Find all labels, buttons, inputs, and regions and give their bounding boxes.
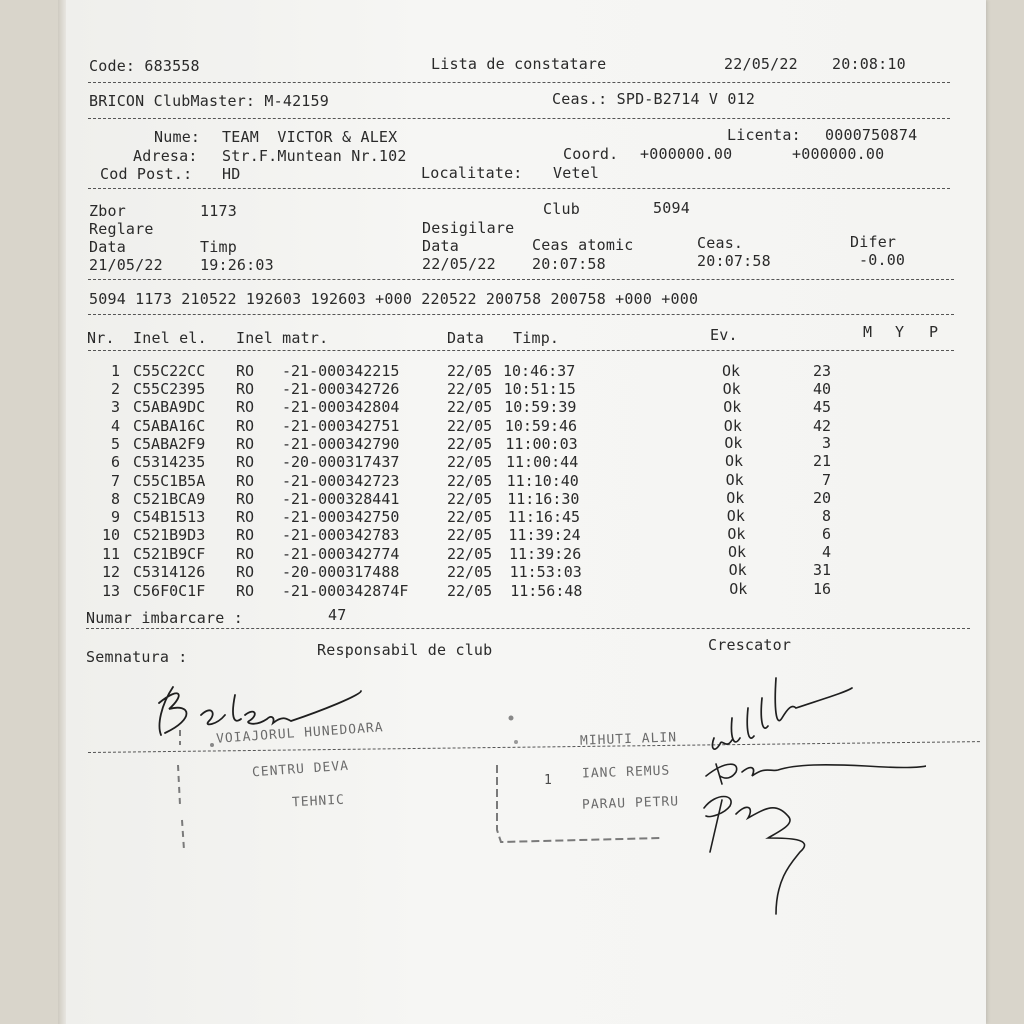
col-nr: Nr. [87, 329, 115, 347]
cell-n: 21 [812, 452, 831, 470]
cell-date: 22/05 [447, 582, 493, 600]
desigilare-label: Desigilare [422, 219, 515, 237]
reglare-date: 21/05/22 [89, 256, 163, 274]
cell-nr: 3 [110, 398, 120, 416]
desigilare-clock: 20:07:58 [697, 252, 771, 270]
document-title: Lista de constatare [431, 55, 607, 73]
col-m: M [863, 323, 873, 341]
divider [88, 118, 950, 119]
cell-nr: 2 [110, 380, 120, 398]
cell-cc: RO [236, 472, 255, 490]
cell-n: 16 [812, 580, 831, 598]
cell-el: C5ABA9DC [133, 398, 206, 416]
cell-matr: -21-000328441 [282, 490, 400, 508]
col-ev: Ev. [710, 326, 738, 344]
stamp-border [491, 710, 691, 850]
cell-date: 22/05 [447, 362, 493, 380]
cell-matr: -21-000342723 [282, 472, 400, 490]
cell-date: 22/05 [447, 435, 493, 453]
cell-ev: Ok [728, 561, 747, 579]
cell-el: C55C1B5A [133, 472, 206, 490]
zbor-label: Zbor [89, 202, 126, 220]
table-row [66, 380, 966, 398]
cell-el: C55C22CC [133, 362, 206, 380]
cell-ev: Ok [723, 398, 742, 416]
owner-name: TEAM VICTOR & ALEX [222, 128, 398, 146]
cell-matr: -21-000342726 [282, 380, 400, 398]
table-row [66, 582, 966, 600]
cell-date: 22/05 [447, 508, 493, 526]
total-value: 47 [328, 606, 347, 624]
data-label: Data [89, 238, 126, 256]
cell-n: 8 [821, 507, 831, 525]
locality-label: Localitate: [421, 164, 523, 182]
cell-cc: RO [236, 563, 255, 581]
col-timp: Timp. [513, 329, 560, 347]
signature-label: Semnatura : [86, 648, 188, 666]
cell-ev: Ok [727, 525, 746, 543]
table-row [66, 526, 966, 544]
cell-n: 23 [812, 362, 831, 380]
col-y: Y [895, 323, 905, 341]
cell-matr: -21-000342790 [282, 435, 400, 453]
divider [88, 314, 954, 315]
cell-n: 4 [821, 543, 831, 561]
cell-el: C5314126 [133, 563, 206, 581]
stamp-line: PARAU PETRU [581, 794, 680, 813]
cell-cc: RO [236, 490, 255, 508]
stamp-line: IANC REMUS [581, 763, 671, 782]
ceas-atomic-label: Ceas atomic [532, 236, 634, 254]
breeder-signatures [696, 668, 926, 918]
cell-el: C521B9D3 [133, 526, 206, 544]
cell-ev: Ok [726, 507, 745, 525]
table-row [66, 508, 966, 526]
cell-matr: -21-000342750 [282, 508, 400, 526]
cell-el: C56F0C1F [133, 582, 206, 600]
cell-cc: RO [236, 417, 255, 435]
cell-n: 45 [812, 398, 831, 416]
cell-nr: 6 [110, 453, 120, 471]
cell-cc: RO [236, 362, 255, 380]
cell-nr: 12 [101, 563, 120, 581]
name-label: Nume: [154, 128, 201, 146]
cell-time: 11:16:30 [507, 490, 580, 508]
cell-el: C5ABA16C [133, 417, 206, 435]
total-label: Numar imbarcare : [86, 609, 243, 627]
cell-ev: Ok [729, 580, 748, 598]
coord-y: +000000.00 [792, 145, 885, 163]
cell-nr: 4 [110, 417, 120, 435]
cell-matr: -21-000342215 [282, 362, 400, 380]
club-value: 5094 [653, 199, 690, 217]
club-responsible-label: Responsabil de club [317, 641, 493, 659]
cell-time: 10:59:46 [504, 417, 578, 435]
cell-matr: -21-000342804 [282, 398, 400, 416]
cell-el: C521B9CF [133, 545, 206, 563]
divider [86, 628, 970, 629]
cell-n: 6 [821, 525, 831, 543]
stamp-number: 1 [544, 773, 553, 788]
zbor-value: 1173 [200, 202, 237, 220]
cell-ev: Ok [726, 489, 745, 507]
stamp-line: TEHNIC [291, 792, 346, 811]
cell-ev: Ok [728, 543, 747, 561]
col-data: Data [447, 329, 484, 347]
cell-time: 11:56:48 [510, 582, 583, 600]
club-signature [151, 675, 371, 750]
col-inel-el: Inel el. [133, 329, 207, 347]
cell-nr: 9 [110, 508, 120, 526]
cell-nr: 5 [110, 435, 120, 453]
license-label: Licenta: [727, 126, 801, 144]
postcode-value: HD [222, 165, 241, 183]
cell-el: C521BCA9 [133, 490, 206, 508]
cell-cc: RO [236, 508, 255, 526]
table-row [66, 545, 966, 563]
cell-date: 22/05 [447, 490, 493, 508]
cell-date: 22/05 [447, 398, 493, 416]
cell-ev: Ok [725, 452, 744, 470]
cell-time: 11:10:40 [506, 472, 579, 490]
cell-nr: 10 [101, 526, 120, 544]
cell-el: C55C2395 [133, 380, 206, 398]
cell-ev: Ok [722, 362, 741, 380]
cell-el: C5314235 [133, 453, 206, 471]
cell-nr: 1 [110, 362, 120, 380]
print-date: 22/05/22 [724, 55, 798, 73]
cell-cc: RO [236, 453, 255, 471]
cell-time: 11:00:44 [506, 453, 579, 471]
cell-matr: -21-000342774 [282, 545, 400, 563]
table-row [66, 472, 966, 490]
address-label: Adresa: [133, 147, 198, 165]
clock-text: Ceas.: SPD-B2714 V 012 [552, 90, 756, 108]
print-time: 20:08:10 [832, 55, 906, 73]
cell-matr: -20-000317488 [282, 563, 400, 581]
address-value: Str.F.Muntean Nr.102 [222, 147, 407, 165]
cell-matr: -21-000342751 [282, 417, 400, 435]
cell-ev: Ok [723, 417, 742, 435]
cell-n: 3 [821, 434, 831, 452]
cell-matr: -20-000317437 [282, 453, 400, 471]
cell-cc: RO [236, 435, 255, 453]
license-value: 0000750874 [825, 126, 918, 144]
club-label: Club [543, 200, 580, 218]
divider [88, 188, 950, 189]
cell-el: C5ABA2F9 [133, 435, 206, 453]
cell-n: 40 [812, 380, 831, 398]
coord-label: Coord. [563, 145, 619, 163]
cell-time: 11:00:03 [505, 435, 578, 453]
cell-date: 22/05 [447, 453, 493, 471]
cell-n: 20 [812, 489, 831, 507]
cell-time: 11:53:03 [509, 563, 582, 581]
divider [88, 82, 950, 83]
cell-time: 11:39:26 [509, 545, 582, 563]
cell-ev: Ok [724, 434, 743, 452]
col-inel-matr: Inel matr. [236, 329, 329, 347]
cell-date: 22/05 [447, 563, 493, 581]
cell-time: 10:51:15 [503, 380, 576, 398]
difer-value: -0.00 [859, 251, 906, 269]
cell-cc: RO [236, 526, 255, 544]
col-p: P [929, 323, 939, 341]
reglare-time: 19:26:03 [200, 256, 274, 274]
timp-label: Timp [200, 238, 237, 256]
stamp-line: VOIAJORUL HUNEDOARA [215, 720, 385, 747]
cell-date: 22/05 [447, 526, 493, 544]
table-row [66, 453, 966, 471]
cell-time: 11:16:45 [507, 508, 581, 526]
cell-cc: RO [236, 380, 255, 398]
stamp-line: CENTRU DEVA [251, 758, 350, 781]
reglare-label: Reglare [89, 220, 154, 238]
stamp-line: MIHUTI ALIN [579, 730, 678, 749]
cell-nr: 7 [110, 472, 120, 490]
coord-x: +000000.00 [640, 145, 733, 163]
paper-sheet [66, 0, 986, 1024]
cell-n: 31 [812, 561, 831, 579]
desigilare-date: 22/05/22 [422, 255, 496, 273]
device-text: BRICON ClubMaster: M-42159 [89, 92, 329, 110]
cell-el: C54B1513 [133, 508, 206, 526]
cell-n: 42 [812, 417, 831, 435]
code-text: Code: 683558 [89, 57, 200, 75]
table-row [66, 490, 966, 508]
table-row [66, 563, 966, 581]
cell-date: 22/05 [447, 380, 493, 398]
cell-nr: 13 [101, 582, 120, 600]
cell-cc: RO [236, 398, 255, 416]
cell-cc: RO [236, 545, 255, 563]
cell-n: 7 [821, 471, 831, 489]
cell-ev: Ok [725, 471, 744, 489]
cell-nr: 8 [110, 490, 120, 508]
locality-value: Vetel [553, 164, 600, 182]
difer-label: Difer [850, 233, 897, 251]
table-row [66, 417, 966, 435]
breeder-label: Crescator [708, 636, 792, 654]
cell-matr: -21-000342874F [282, 582, 409, 600]
ceas-label: Ceas. [697, 234, 744, 252]
cell-time: 10:46:37 [503, 362, 576, 380]
divider [88, 350, 954, 351]
divider [88, 279, 954, 280]
cell-date: 22/05 [447, 472, 493, 490]
desigilare-atomic: 20:07:58 [532, 255, 606, 273]
cell-date: 22/05 [447, 545, 493, 563]
cell-ev: Ok [722, 380, 741, 398]
cell-time: 11:39:24 [508, 526, 581, 544]
postcode-label: Cod Post.: [100, 165, 193, 183]
cell-date: 22/05 [447, 417, 493, 435]
cell-matr: -21-000342783 [282, 526, 400, 544]
cell-nr: 11 [101, 545, 120, 563]
cell-time: 10:59:39 [504, 398, 577, 416]
table-row [66, 362, 966, 380]
data2-label: Data [422, 237, 459, 255]
cell-cc: RO [236, 582, 255, 600]
code-line: 5094 1173 210522 192603 192603 +000 220522 200758 200758 +000 +000 [89, 290, 699, 308]
table-row [66, 435, 966, 453]
table-row [66, 398, 966, 416]
